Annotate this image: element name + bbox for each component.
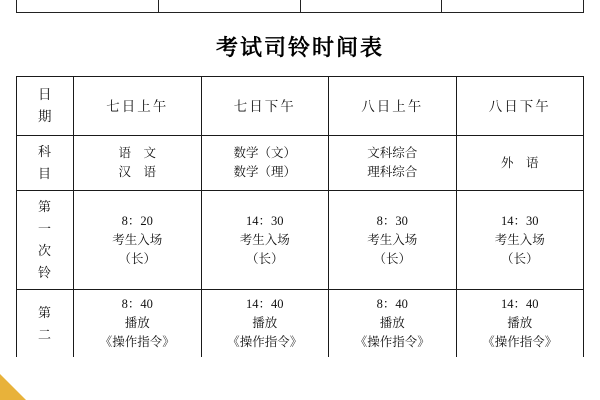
top-partial-table (16, 0, 584, 13)
rowheader-second-bell: 第 二 (17, 290, 74, 358)
header-cell-date: 日 期 (17, 77, 74, 136)
cell-first-bell-day7-afternoon: 14：30 考生入场 （长） (201, 191, 329, 290)
cell-second-bell-day8-morning: 8：40 播放 《操作指令》 (329, 290, 457, 358)
rowheader-first-bell: 第 一 次 铃 (17, 191, 74, 290)
table-header-row (17, 77, 584, 136)
cell-second-bell-day7-morning: 8：40 播放 《操作指令》 (74, 290, 202, 358)
top-table-cell-1 (17, 0, 159, 13)
page-corner-fold (0, 374, 26, 400)
header-cell-day8-afternoon: 八日下午 (456, 77, 584, 136)
cell-first-bell-day8-afternoon: 14：30 考生入场 （长） (456, 191, 584, 290)
cell-subject-day7-morning: 语 文 汉 语 (74, 136, 202, 191)
top-table-cell-2 (158, 0, 300, 13)
table-row-subject (17, 136, 584, 191)
cell-first-bell-day8-morning: 8：30 考生入场 （长） (329, 191, 457, 290)
header-cell-day8-morning: 八日上午 (329, 77, 457, 136)
cell-subject-day7-afternoon: 数学（文） 数学（理） (201, 136, 329, 191)
rowheader-subject: 科 目 (17, 136, 74, 191)
exam-bell-schedule-table (16, 76, 584, 357)
top-table-cell-4 (442, 0, 584, 13)
header-cell-day7-afternoon: 七日下午 (201, 77, 329, 136)
cell-subject-day8-morning: 文科综合 理科综合 (329, 136, 457, 191)
cell-first-bell-day7-morning: 8：20 考生入场 （长） (74, 191, 202, 290)
top-table-cell-3 (300, 0, 442, 13)
page-title: 考试司铃时间表 (215, 35, 384, 60)
cell-second-bell-day7-afternoon: 14：40 播放 《操作指令》 (201, 290, 329, 358)
table-row-first-bell (17, 191, 584, 290)
table-row (17, 0, 584, 13)
cell-second-bell-day8-afternoon: 14：40 播放 《操作指令》 (456, 290, 584, 358)
table-row-second-bell (17, 290, 584, 358)
cell-subject-day8-afternoon: 外 语 (456, 136, 584, 191)
header-cell-day7-morning: 七日上午 (74, 77, 202, 136)
